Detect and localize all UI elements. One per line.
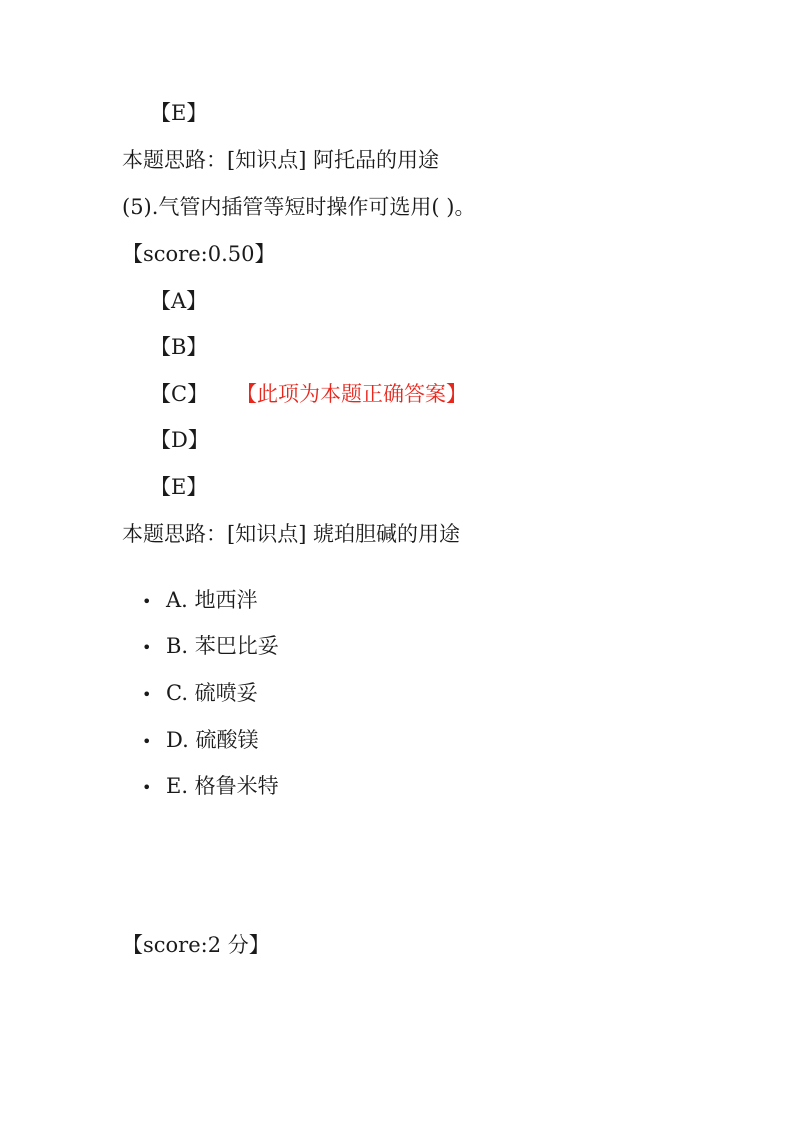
option-d: 【D】 bbox=[150, 428, 209, 452]
choice-text: E. 格鲁米特 bbox=[166, 774, 279, 798]
list-item bbox=[142, 632, 279, 662]
option-b: 【B】 bbox=[150, 335, 208, 359]
question-score: 【score:0.50】 bbox=[122, 242, 276, 266]
bullet-icon: • bbox=[142, 684, 152, 704]
list-item bbox=[142, 772, 279, 802]
choice-text: B. 苯巴比妥 bbox=[166, 634, 279, 658]
list-item bbox=[142, 586, 258, 616]
list-item bbox=[142, 679, 258, 709]
bullet-icon: • bbox=[142, 591, 152, 611]
bullet-icon: • bbox=[142, 637, 152, 657]
option-e: 【E】 bbox=[150, 475, 208, 499]
choice-text: A. 地西泮 bbox=[166, 588, 258, 612]
choice-text: C. 硫喷妥 bbox=[166, 681, 258, 705]
prev-explanation: 本题思路：[知识点] 阿托品的用途 bbox=[122, 148, 440, 172]
question-stem: (5).气管内插管等短时操作可选用( )。 bbox=[122, 195, 476, 219]
choice-text: D. 硫酸镁 bbox=[166, 728, 259, 752]
option-c: 【C】 bbox=[150, 382, 209, 406]
bullet-icon: • bbox=[142, 731, 152, 751]
correct-answer-marker: 【此项为本题正确答案】 bbox=[236, 382, 467, 406]
prev-option-e: 【E】 bbox=[150, 101, 208, 125]
option-a: 【A】 bbox=[150, 289, 208, 313]
question-explanation: 本题思路：[知识点] 琥珀胆碱的用途 bbox=[122, 522, 461, 546]
list-item bbox=[142, 726, 258, 756]
section-score: 【score:2 分】 bbox=[122, 933, 270, 957]
bullet-icon: • bbox=[142, 777, 152, 797]
